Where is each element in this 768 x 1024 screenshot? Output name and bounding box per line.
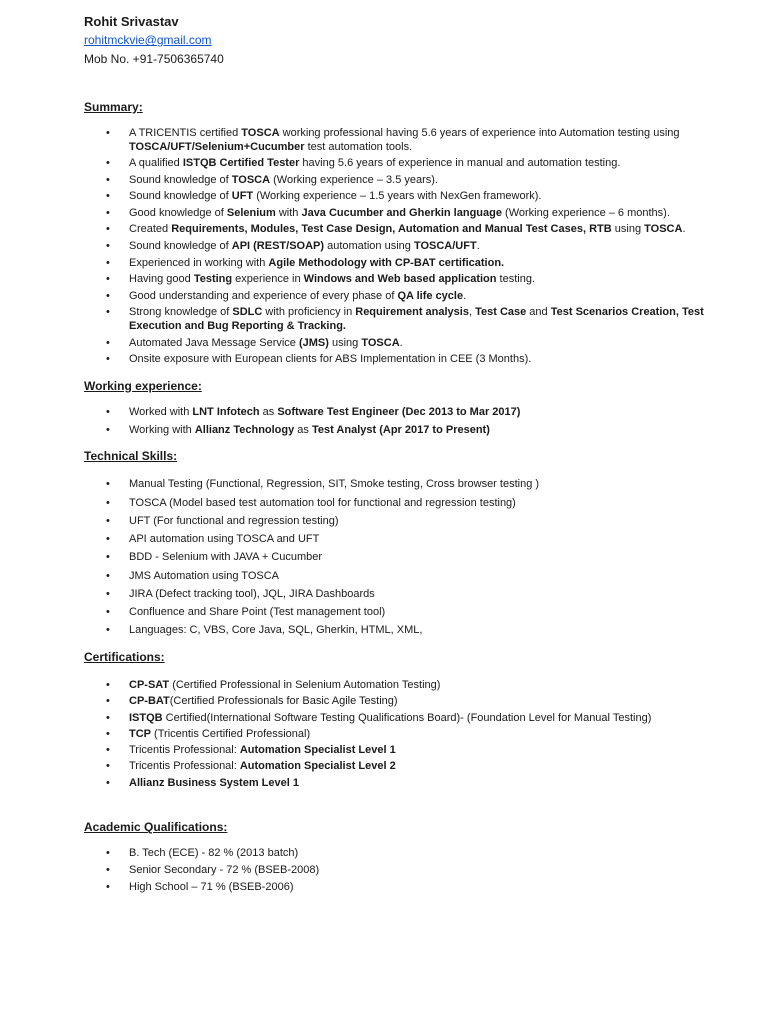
- work-experience-heading: Working experience:: [84, 378, 202, 393]
- text-run: with proficiency in: [262, 306, 356, 319]
- text-run: Good knowledge of: [129, 206, 227, 219]
- text-run: Windows and Web based application: [303, 273, 497, 286]
- technical-skills-heading: Technical Skills:: [84, 449, 178, 464]
- list-item: [84, 337, 724, 351]
- list-item: [84, 353, 724, 367]
- text-run: (Certified Professional in Selenium Automation Testing): [169, 679, 441, 692]
- text-run: Automated Java Message Service: [129, 336, 299, 349]
- list-item: [84, 223, 724, 237]
- text-run: Certified(International Software Testing Qualifications Board)- (Foundation Level for Manual Testing): [162, 711, 652, 724]
- text-run: Sound knowledge of: [129, 240, 232, 253]
- text-run: JIRA (Defect tracking tool), JQL, JIRA Dashboards: [129, 587, 375, 600]
- list-item: [84, 728, 724, 742]
- text-run: Requirements, Modules, Test Case Design, Automation and Manual Test Cases, RTB: [171, 223, 612, 236]
- text-run: Agile Methodology with CP-BAT certification.: [268, 256, 505, 269]
- text-run: Languages: C, VBS, Core Java, SQL, Gherkin, HTML, XML,: [129, 624, 423, 637]
- mobile-number: Mob No. +91-7506365740: [84, 52, 224, 66]
- list-item: [84, 570, 724, 584]
- text-run: Working with: [129, 423, 195, 436]
- text-run: B. Tech (ECE) - 82 % (2013 batch): [129, 847, 299, 860]
- text-run: Requirement analysis: [355, 306, 469, 319]
- work-experience-list: [84, 406, 724, 438]
- list-item: [84, 127, 724, 155]
- text-run: Good understanding and experience of every phase of: [129, 289, 398, 302]
- text-run: Java Cucumber and Gherkin language: [301, 206, 502, 219]
- certifications-list: [84, 679, 724, 790]
- list-item: [84, 424, 724, 438]
- list-item: [84, 624, 724, 638]
- text-run: A qualified: [129, 157, 183, 170]
- list-item: [84, 695, 724, 709]
- list-item: [84, 551, 724, 565]
- text-run: Software Test Engineer (Dec 2013 to Mar 2017): [277, 405, 521, 418]
- text-run: Allianz Technology: [194, 423, 295, 436]
- text-run: .: [399, 336, 403, 349]
- text-run: TOSCA/UFT: [413, 240, 477, 253]
- text-run: Allianz Business System Level 1: [129, 776, 299, 789]
- academic-heading: Academic Qualifications:: [84, 820, 228, 835]
- academic-list: [84, 847, 724, 894]
- text-run: as: [294, 423, 312, 436]
- list-item: [84, 240, 724, 254]
- work-experience-section: [84, 379, 724, 438]
- text-run: Automation Specialist Level 2: [239, 760, 396, 773]
- text-run: Created: [129, 223, 172, 236]
- text-run: automation using: [324, 240, 414, 253]
- text-run: Sound knowledge of: [129, 173, 232, 186]
- academic-section: [84, 820, 724, 894]
- text-run: as: [259, 405, 278, 418]
- list-item: [84, 207, 724, 221]
- text-run: using: [328, 336, 362, 349]
- text-run: API (REST/SOAP): [231, 240, 325, 253]
- text-run: testing.: [496, 273, 536, 286]
- text-run: Test Scenarios Creation, Test Execution and Bug Reporting & Tracking.: [129, 306, 704, 332]
- text-run: .: [476, 240, 480, 253]
- text-run: UFT (For functional and regression testing): [129, 514, 339, 527]
- list-item: [84, 273, 724, 287]
- text-run: (Working experience – 6 months).: [501, 206, 670, 219]
- list-item: [84, 864, 724, 878]
- text-run: (JMS): [298, 336, 329, 349]
- text-run: BDD - Selenium with JAVA + Cucumber: [129, 551, 323, 564]
- text-run: .: [463, 289, 467, 302]
- text-run: with: [275, 206, 302, 219]
- text-run: TCP: [129, 727, 151, 740]
- text-run: Confluence and Share Point (Test management tool): [129, 606, 386, 619]
- text-run: TOSCA/UFT/Selenium+Cucumber: [129, 140, 305, 153]
- text-run: CP-BAT: [129, 695, 170, 708]
- text-run: working professional having 5.6 years of experience into Automation testing using: [279, 127, 680, 139]
- list-item: [84, 157, 724, 171]
- list-item: [84, 588, 724, 602]
- list-item: [84, 290, 724, 304]
- list-item: [84, 606, 724, 620]
- text-run: Senior Secondary - 72 % (BSEB-2008): [129, 864, 320, 877]
- list-item: [84, 533, 724, 547]
- list-item: [84, 679, 724, 693]
- text-run: (Working experience – 3.5 years).: [270, 173, 438, 186]
- text-run: Onsite exposure with European clients for ABS Implementation in CEE (3 Months).: [129, 353, 532, 366]
- resume-page: [84, 10, 724, 898]
- text-run: TOSCA: [241, 127, 280, 139]
- candidate-name: Rohit Srivastav: [84, 14, 179, 29]
- text-run: (Certified Professionals for Basic Agile Testing): [169, 695, 398, 708]
- list-item: [84, 847, 724, 861]
- text-run: using: [611, 223, 645, 236]
- certifications-heading: Certifications:: [84, 650, 165, 665]
- text-run: experience in: [232, 273, 304, 286]
- text-run: TOSCA: [361, 336, 400, 349]
- text-run: Tricentis Professional:: [129, 744, 240, 757]
- list-item: [84, 190, 724, 204]
- text-run: Selenium: [226, 206, 276, 219]
- list-item: [84, 497, 724, 511]
- text-run: Testing: [193, 273, 233, 286]
- text-run: (Tricentis Certified Professional): [151, 727, 311, 740]
- text-run: having 5.6 years of experience in manual and automation testing.: [299, 157, 621, 170]
- text-run: ISTQB: [129, 711, 163, 724]
- text-run: SDLC: [232, 306, 263, 319]
- text-run: ISTQB Certified Tester: [182, 157, 300, 170]
- text-run: JMS Automation using TOSCA: [129, 569, 279, 582]
- technical-skills-list: [84, 478, 724, 638]
- summary-section: [84, 100, 724, 367]
- list-item: [84, 712, 724, 726]
- list-item: [84, 881, 724, 895]
- text-run: Experienced in working with: [129, 256, 269, 269]
- text-run: Worked with: [129, 405, 193, 418]
- certifications-section: [84, 650, 724, 790]
- text-run: TOSCA: [231, 173, 271, 186]
- text-run: .: [682, 223, 686, 236]
- summary-heading: Summary:: [84, 100, 143, 114]
- text-run: (Working experience – 1.5 years with NexGen framework).: [253, 190, 542, 203]
- list-item: [84, 306, 724, 334]
- text-run: Test Case: [475, 306, 527, 319]
- text-run: TOSCA (Model based test automation tool for functional and regression testing): [129, 496, 516, 509]
- list-item: [84, 406, 724, 420]
- list-item: [84, 777, 724, 791]
- technical-skills-section: [84, 449, 724, 638]
- text-run: CP-SAT: [129, 679, 170, 692]
- text-run: Sound knowledge of: [129, 190, 232, 203]
- text-run: Manual Testing (Functional, Regression, SIT, Smoke testing, Cross browser testing ): [129, 478, 540, 491]
- list-item: [84, 478, 724, 492]
- list-item: [84, 744, 724, 758]
- list-item: [84, 515, 724, 529]
- text-run: Having good: [129, 273, 194, 286]
- text-run: A TRICENTIS certified: [129, 127, 242, 139]
- text-run: Tricentis Professional:: [129, 760, 240, 773]
- text-run: test automation tools.: [304, 140, 413, 153]
- text-run: API automation using TOSCA and UFT: [129, 533, 320, 546]
- text-run: TOSCA: [644, 223, 683, 236]
- email-link[interactable]: rohitmckvie@gmail.com: [84, 33, 212, 48]
- list-item: [84, 760, 724, 774]
- text-run: UFT: [231, 190, 254, 203]
- text-run: and: [526, 306, 551, 319]
- text-run: High School – 71 % (BSEB-2006): [129, 880, 294, 893]
- text-run: ,: [468, 306, 476, 319]
- text-run: Automation Specialist Level 1: [239, 744, 396, 757]
- text-run: Strong knowledge of: [129, 306, 233, 319]
- list-item: [84, 257, 724, 271]
- list-item: [84, 174, 724, 188]
- text-run: LNT Infotech: [192, 405, 260, 418]
- text-run: Test Analyst (Apr 2017 to Present): [311, 423, 490, 436]
- text-run: QA life cycle: [397, 289, 464, 302]
- summary-list: [84, 127, 724, 367]
